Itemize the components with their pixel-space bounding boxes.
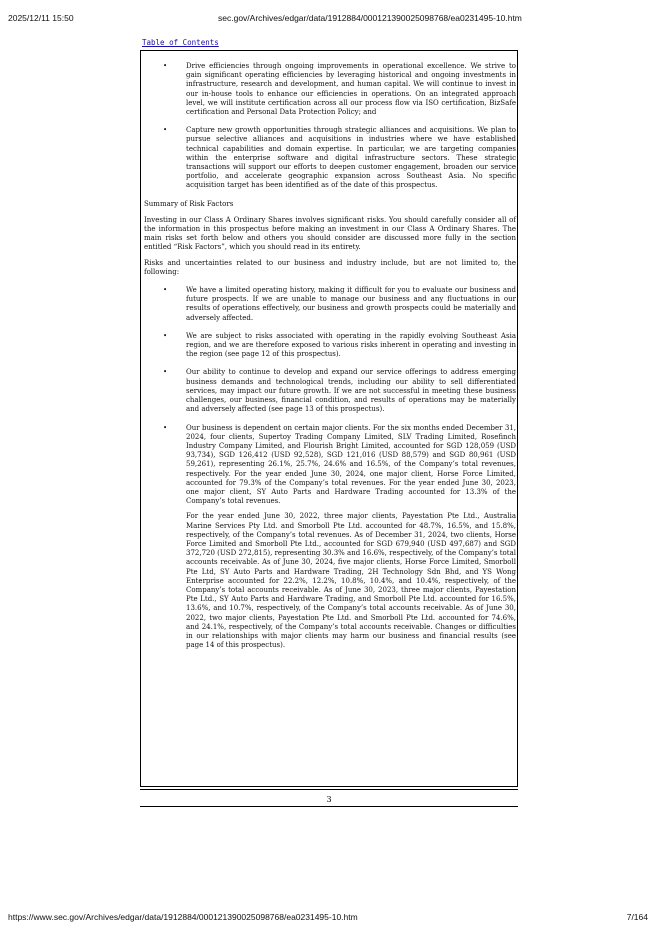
bullet-icon: • xyxy=(163,368,168,377)
strategy-bullet xyxy=(144,126,516,190)
risk-bullet xyxy=(144,286,516,323)
risk-bullet xyxy=(144,332,516,360)
risk-bullet xyxy=(144,368,516,414)
risk-bullet-text: We are subject to risks associated with operating in the rapidly evolving Southeast Asia region, and we are therefore exposed to various risks inherent in operating and investing in the region (see page 12 of this prospectus). xyxy=(186,331,516,359)
document-body xyxy=(144,62,516,650)
strategy-bullet xyxy=(144,62,516,117)
bullet-icon: • xyxy=(163,331,168,340)
intro-paragraph: Investing in our Class A Ordinary Shares involves significant risks. You should carefully consider all of the information in this prospectus before making an investment in our Class A Ordinary Shares. The main risks set forth below and others you should consider are discussed more fully in the section entitled “Risk Factors”, which you should read in its entirety. xyxy=(144,215,516,252)
bullet-icon: • xyxy=(163,423,168,432)
page-number: 3 xyxy=(326,795,332,804)
bullet-icon: • xyxy=(163,126,168,135)
risk-bullet-text: We have a limited operating history, making it difficult for you to evaluate our business and future prospects. If we are unable to manage our business and any fluctuations in our results of operations effectively, our business and growth prospects could be materially and adversely affected. xyxy=(186,286,516,322)
browser-url-header: sec.gov/Archives/edgar/data/1912884/000121390025098768/ea0231495-10.htm xyxy=(218,13,522,23)
risk-bullet-text: Our ability to continue to develop and expand our service offerings to address emerging business demands and technological trends, including our ability to sell differentiated services, may impact our future growth. If we are not successful in meeting these business challenges, our business, financial condition, and results of operations may be materially and adversely affected (see page 13 of this prospectus). xyxy=(186,368,516,414)
print-page-counter: 7/164 xyxy=(626,912,648,922)
page-divider-top xyxy=(140,789,518,790)
page-divider-bottom xyxy=(140,806,518,807)
risk-bullet-continuation: For the year ended June 30, 2022, three major clients, Payestation Pte Ltd., Australia Marine Services Pty Ltd. and Smorboll Pte Ltd. accounted for 48.7%, 16.5%, and 15.8%, respectively, of the Company’s total revenues. As of December 31, 2024, two clients, Horse Force Limited and Smorboll Pte Ltd., accounted for SGD 679,940 (USD 497,687) and SGD 372,720 (USD 272,815), representing 30.3% and 16.6%, respectively, of the Company’s total accounts receivable. As of June 30, 2024, five major clients, Horse Force Limited, Smorboll Pte Ltd, SY Auto Parts and Hardware Trading, 2H Technology Sdn Bhd, and YS Wong Enterprise accounted for 22.2%, 12.2%, 10.8%, 10.4%, and 10.4%, respectively, of the Company’s total accounts receivable. As of June 30, 2023, three major clients, Payestation Pte Ltd., SY Auto Parts and Hardware Trading, and Smorboll Pte Ltd. accounted for 16.5%, 13.6%, and 10.7%, respectively, of the Company’s total accounts receivable. As of June 30, 2022, two major clients, Payestation Pte Ltd. and Smorboll Pte Ltd. accounted for 74.6%, and 24.1%, respectively, of the Company’s total accounts receivable. Changes or difficulties in our relationships with major clients may harm our business and financial results (see page 14 of this prospectus). xyxy=(186,512,516,650)
section-heading: Summary of Risk Factors xyxy=(144,199,234,208)
browser-datetime: 2025/12/11 15:50 xyxy=(8,13,74,23)
risk-bullet xyxy=(144,424,516,507)
strategy-bullet-text: Capture new growth opportunities through strategic alliances and acquisitions. We plan to pursue selective alliances and acquisitions in industries where we have established technical capabilities and domain expertise. In particular, we are targeting companies within the enterprise software and digital infrastructure sectors. These strategic transactions will support our efforts to deepen customer engagement, broaden our service portfolio, and accelerate geographic expansion across Southeast Asia. No specific acquisition target has been identified as of the date of this prospectus. xyxy=(186,126,516,190)
bullet-icon: • xyxy=(163,62,168,70)
risks-intro-paragraph: Risks and uncertainties related to our business and industry include, but are not limited to, the following: xyxy=(144,258,516,276)
strategy-bullet-text: Drive efficiencies through ongoing improvements in operational excellence. We strive to gain significant operating efficiencies by leveraging historical and ongoing investments in infrastructure, research and development, and human capital. We will continue to invest in our in-house tools to enhance our efficiencies in operations. On an integrated approach level, we will institute certification across all our process flow via ISO certification, BizSafe certification and Personal Data Protection Policy; and xyxy=(186,62,516,117)
browser-url-footer: https://www.sec.gov/Archives/edgar/data/1912884/000121390025098768/ea0231495-10.htm xyxy=(8,912,358,922)
table-of-contents-link[interactable]: Table of Contents xyxy=(142,38,219,47)
bullet-icon: • xyxy=(163,286,168,295)
risk-bullet-text: Our business is dependent on certain major clients. For the six months ended December 31, 2024, four clients, Supertoy Trading Company Limited, SLV Trading Limited, Rosefinch Industry Company Limited, and Flourish Bright Limited, accounted for SGD 128,059 (USD 93,734), SGD 126,412 (USD 92,528), SGD 121,016 (USD 88,579) and SGD 80,961 (USD 59,261), representing 26.1%, 25.7%, 24.6% and 16.5%, of the Company’s total revenues, respectively. For the year ended June 30, 2024, one major client, Horse Force Limited, accounted for 79.3% of the Company’s total revenues. For the year ended June 30, 2023, one major client, SY Auto Parts and Hardware Trading accounted for 13.3% of the Company’s total revenues. xyxy=(186,423,516,506)
